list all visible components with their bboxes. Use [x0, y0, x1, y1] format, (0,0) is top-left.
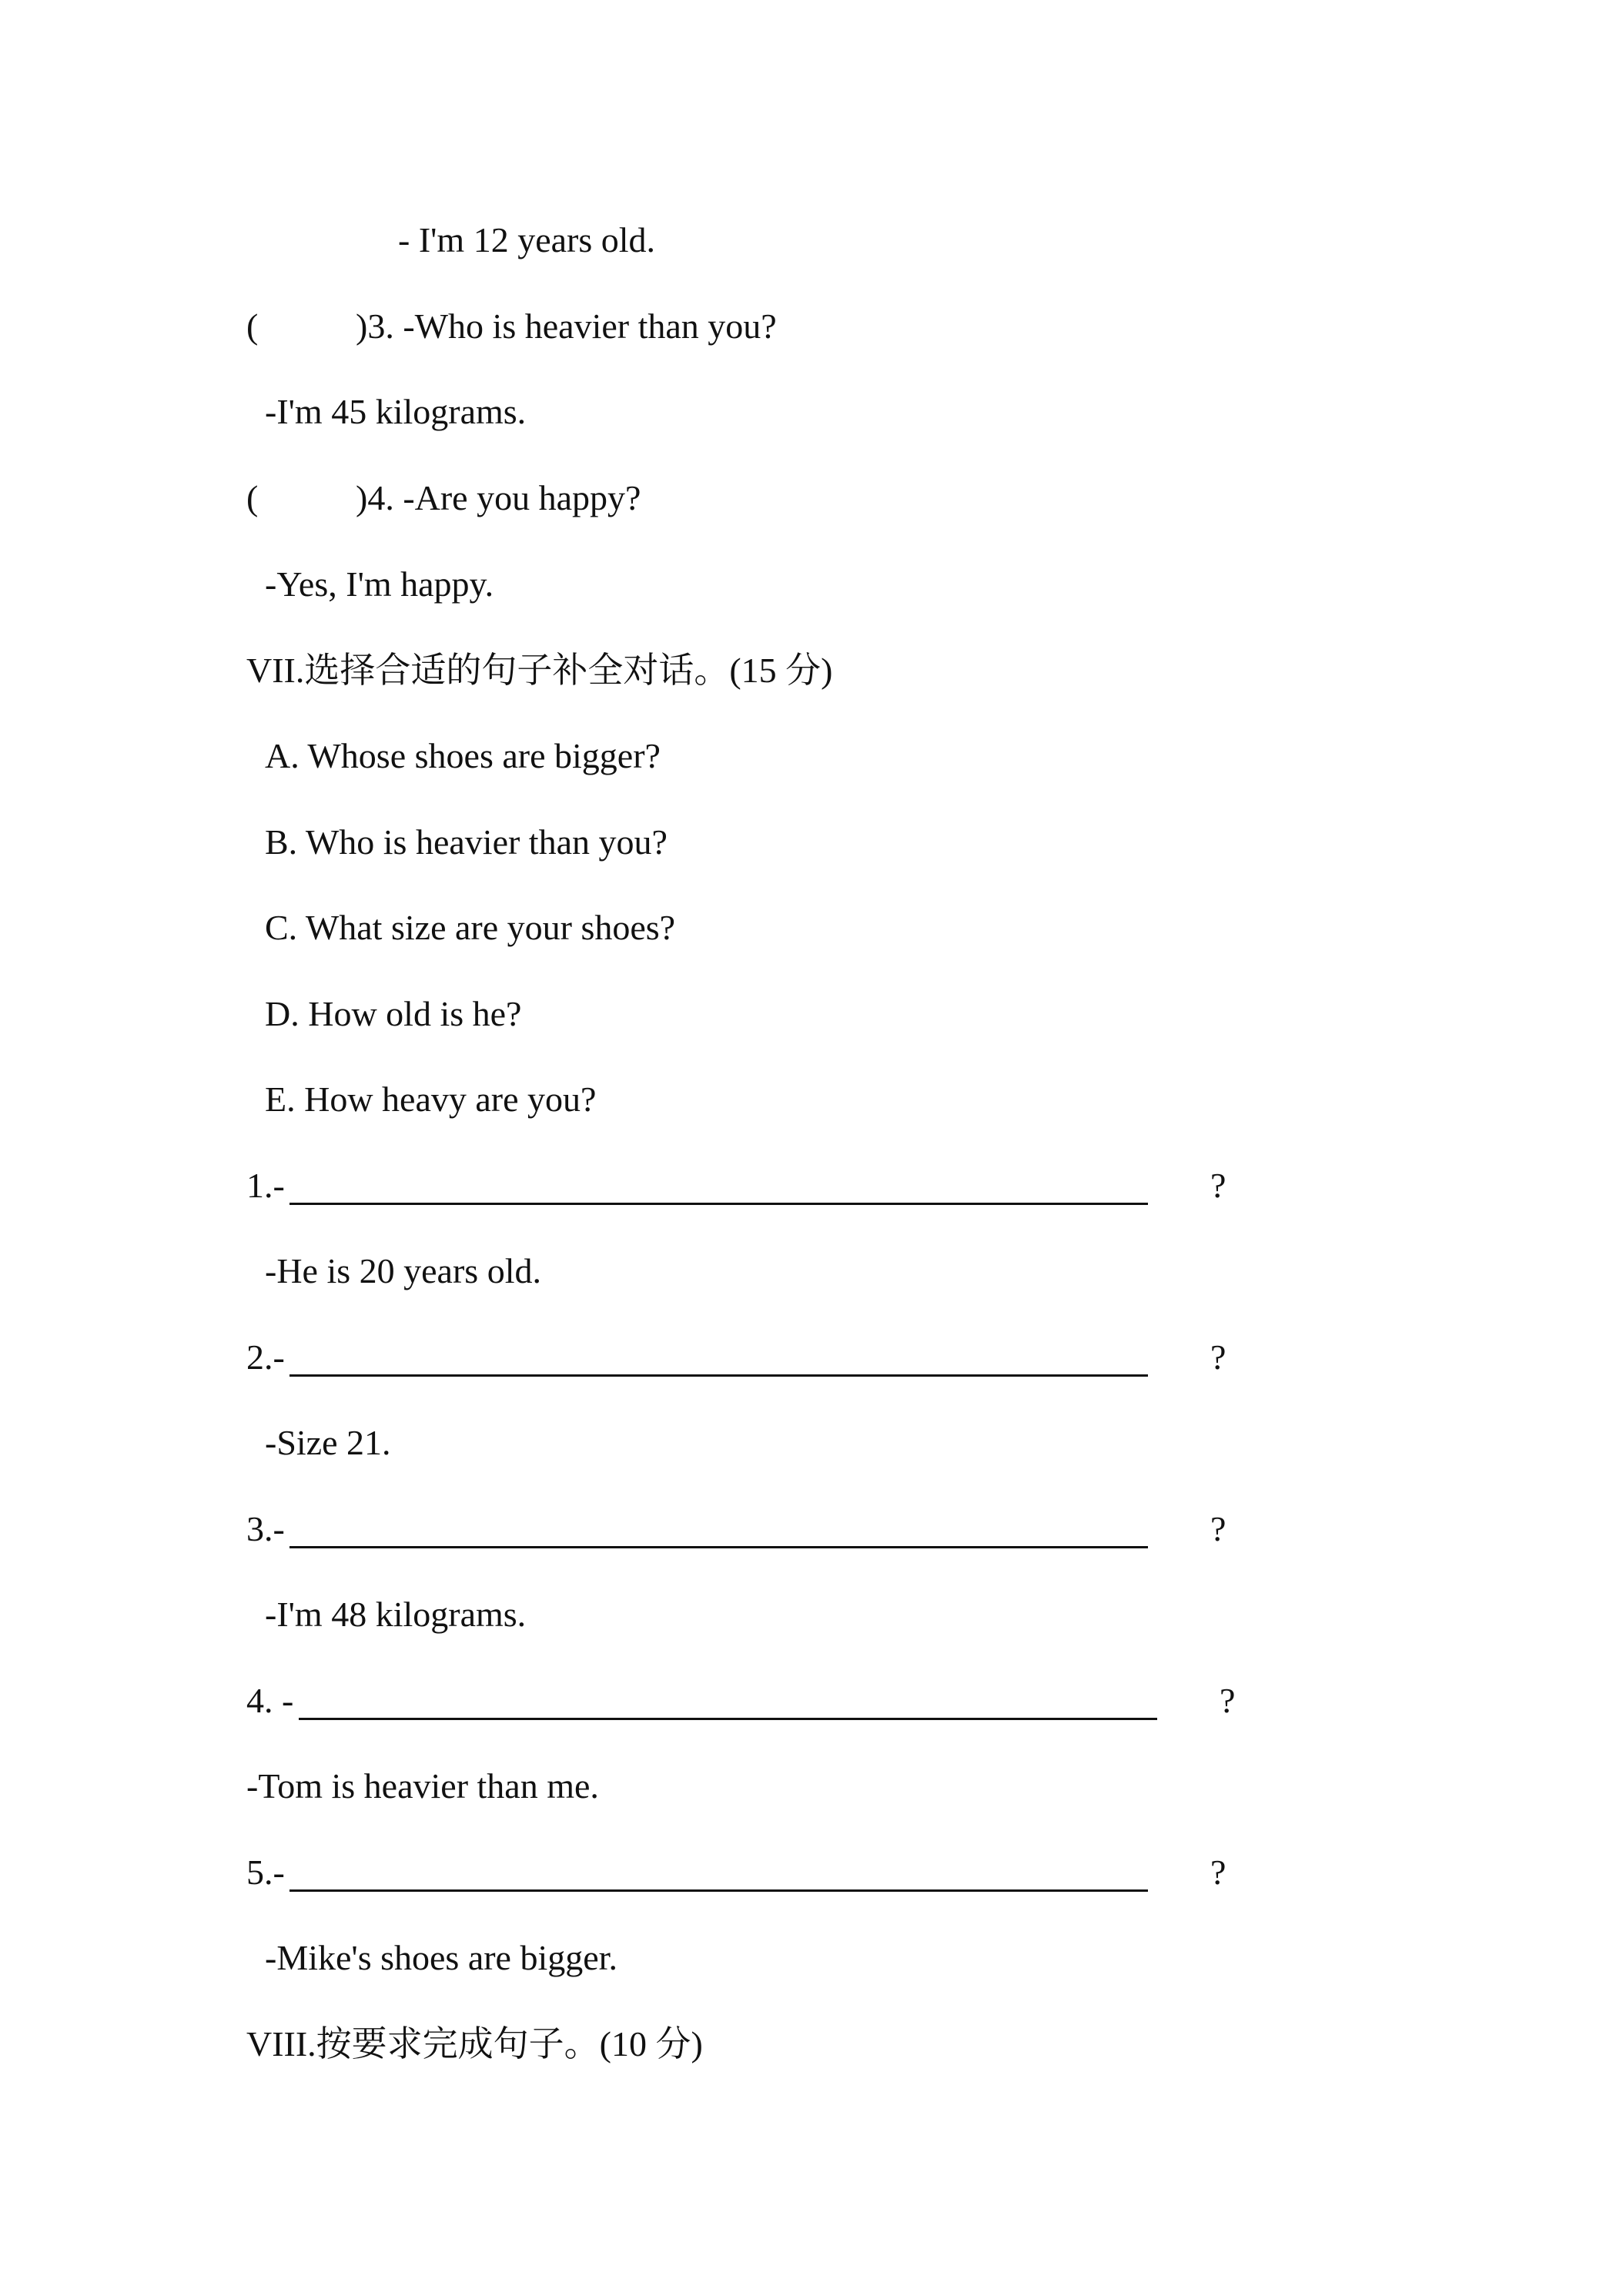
blank-row-4	[246, 1678, 1263, 1724]
blank-3-prefix: 3.-	[246, 1509, 285, 1548]
question-3-paren: (	[246, 306, 259, 346]
reply-5: -Mike's shoes are bigger.	[265, 1938, 617, 1977]
blank-2-prefix: 2.-	[246, 1337, 285, 1377]
blank-row-1	[246, 1163, 1247, 1209]
answer-line-3: -I'm 45 kilograms.	[265, 392, 527, 431]
blank-1-answer-line[interactable]	[289, 1163, 1148, 1205]
blank-5-answer-line[interactable]	[289, 1849, 1148, 1892]
answer-line-1: - I'm 12 years old.	[398, 220, 656, 259]
blank-2-question-mark: ?	[1210, 1337, 1226, 1377]
option-b: B. Who is heavier than you?	[265, 822, 668, 862]
blank-row-2	[246, 1334, 1247, 1381]
blank-4-answer-line[interactable]	[299, 1678, 1157, 1720]
option-d: D. How old is he?	[265, 994, 522, 1033]
reply-4: -Tom is heavier than me.	[246, 1766, 599, 1806]
option-c: C. What size are your shoes?	[265, 908, 676, 947]
option-a: A. Whose shoes are bigger?	[265, 736, 661, 775]
answer-line-4: -Yes, I'm happy.	[265, 564, 494, 604]
question-4-paren: (	[246, 478, 259, 517]
blank-3-question-mark: ?	[1210, 1509, 1226, 1548]
blank-3-answer-line[interactable]	[289, 1506, 1148, 1548]
blank-1-question-mark: ?	[1210, 1166, 1226, 1205]
blank-row-3	[246, 1506, 1247, 1552]
blank-4-prefix: 4. -	[246, 1681, 294, 1720]
reply-1: -He is 20 years old.	[265, 1251, 541, 1290]
question-4: )4. -Are you happy?	[356, 478, 641, 517]
blank-5-question-mark: ?	[1210, 1853, 1226, 1892]
blank-2-answer-line[interactable]	[289, 1334, 1148, 1377]
section-8-title: VIII.按要求完成句子。(10 分)	[246, 2024, 703, 2063]
blank-4-question-mark: ?	[1220, 1681, 1236, 1720]
blank-row-5	[246, 1849, 1247, 1896]
blank-5-prefix: 5.-	[246, 1853, 285, 1892]
blank-1-prefix: 1.-	[246, 1166, 285, 1205]
question-3: )3. -Who is heavier than you?	[356, 306, 777, 346]
option-e: E. How heavy are you?	[265, 1079, 597, 1119]
reply-3: -I'm 48 kilograms.	[265, 1595, 527, 1634]
section-7-title: VII.选择合适的句子补全对话。(15 分)	[246, 651, 833, 690]
reply-2: -Size 21.	[265, 1423, 391, 1462]
